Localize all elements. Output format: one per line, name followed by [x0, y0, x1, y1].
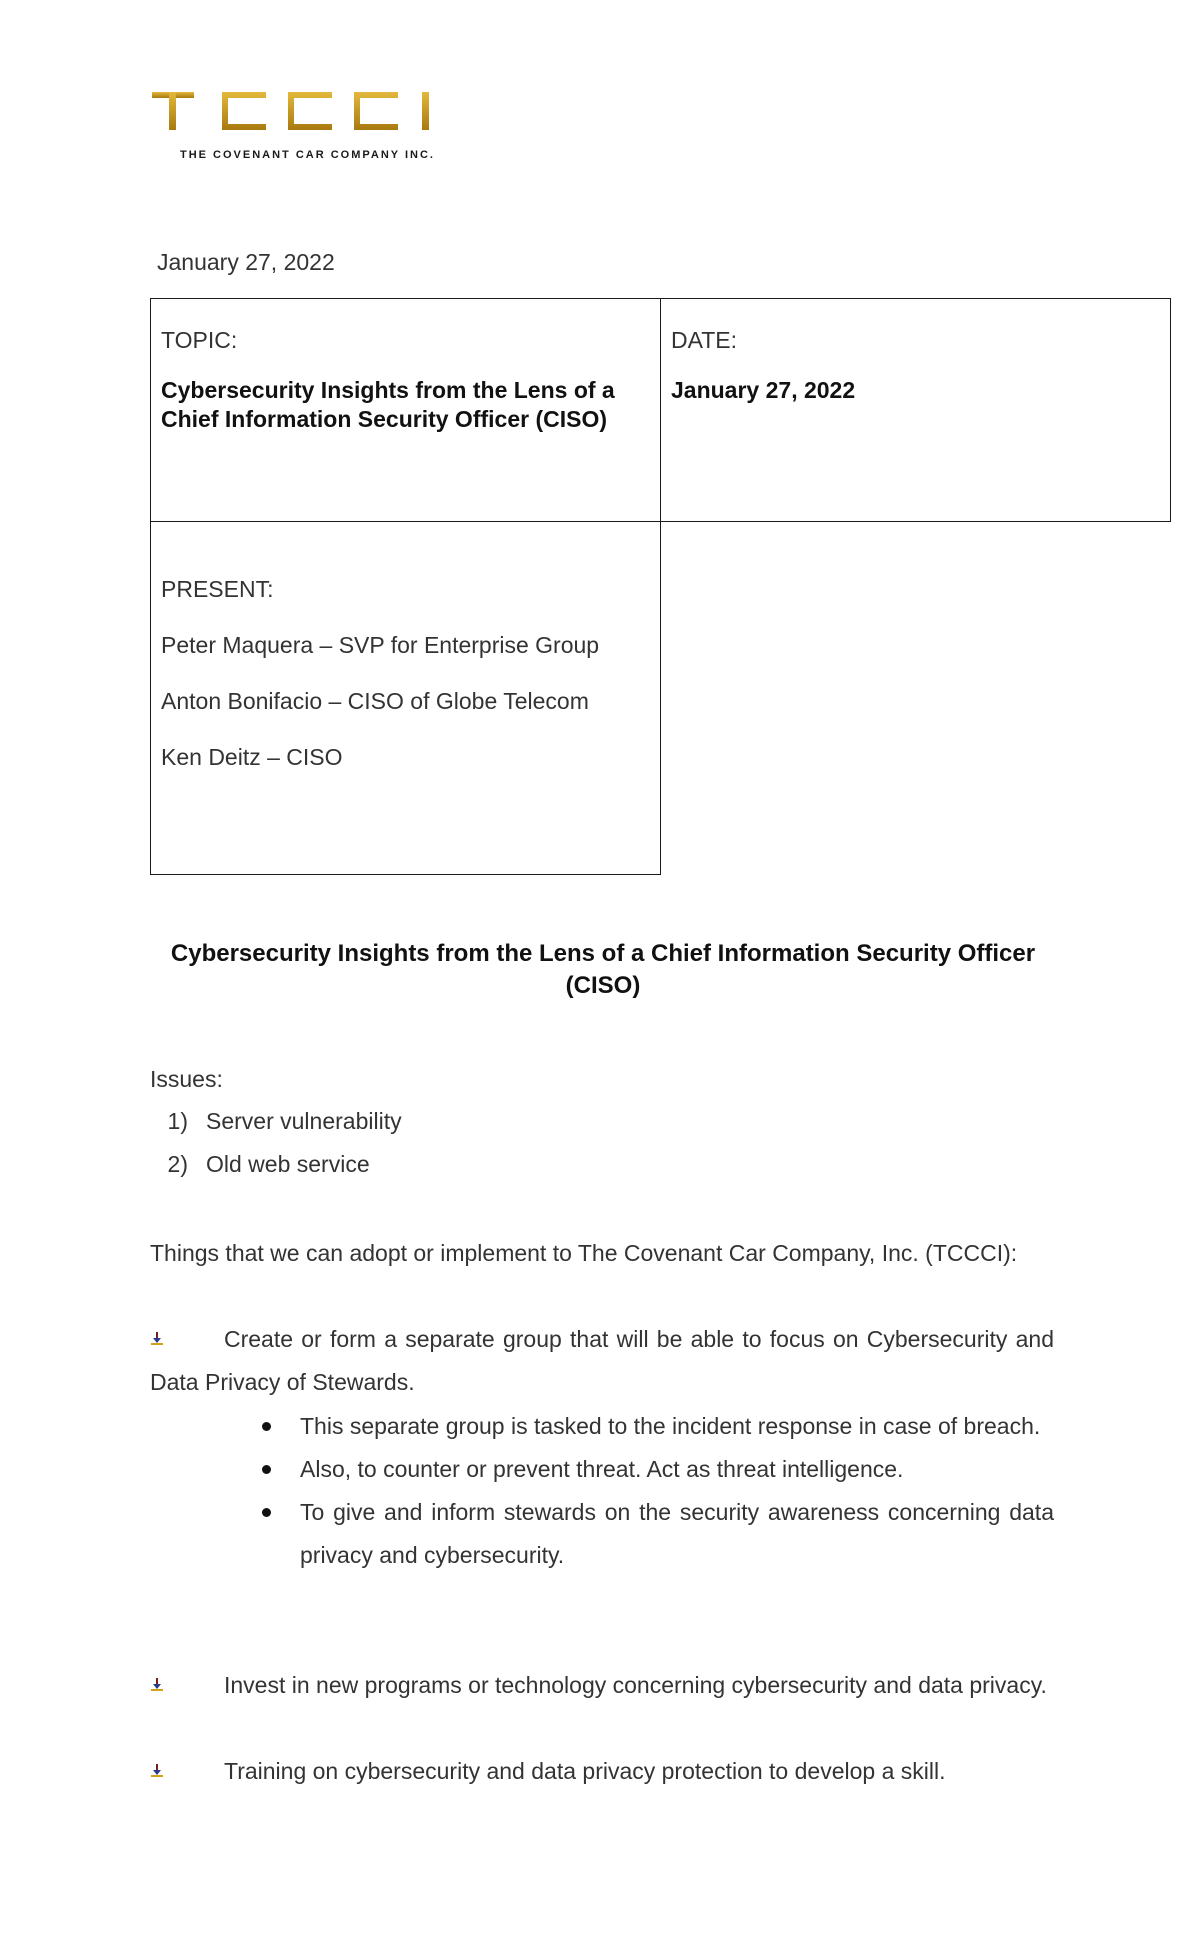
company-logo: [150, 88, 440, 161]
table-row: [151, 522, 1171, 875]
document-title: Cybersecurity Insights from the Lens of a Chief Information Security Officer (CISO): [170, 940, 1036, 999]
list-item: [150, 1151, 402, 1194]
recommendation-item: [150, 1664, 1054, 1707]
date-value: January 27, 2022: [671, 377, 856, 403]
recommendation-item: [150, 1750, 1054, 1793]
present-label: PRESENT:: [161, 576, 274, 602]
topic-label: TOPIC:: [161, 327, 238, 353]
logo-tagline: THE COVENANT CAR COMPANY INC.: [180, 149, 435, 161]
list-item: [262, 1405, 1054, 1448]
issues-label: Issues:: [150, 1066, 223, 1092]
arrow-bullet-icon: [150, 1678, 164, 1692]
topic-value: Cybersecurity Insights from the Lens of a Chief Information Security Officer (CISO): [161, 377, 615, 432]
dot-bullet-icon: [262, 1422, 271, 1431]
memo-info-table: [150, 298, 1171, 875]
item-number: 2): [167, 1151, 188, 1177]
recommendation-item: [150, 1318, 1054, 1404]
sub-bullet-list: [262, 1405, 1054, 1577]
item-number: 1): [167, 1108, 188, 1134]
item-text: Old web service: [206, 1151, 370, 1177]
list-item: [262, 1448, 1054, 1491]
dot-bullet-icon: [262, 1508, 271, 1517]
list-item: [262, 1491, 1054, 1577]
attendee: Anton Bonifacio – CISO of Globe Telecom: [161, 688, 589, 714]
sub-item-text: To give and inform stewards on the security awareness concerning data privacy and cybersecurity.: [300, 1499, 1054, 1568]
recommendations-intro: Things that we can adopt or implement to The Covenant Car Company, Inc. (TCCCI):: [150, 1240, 1018, 1266]
present-cell: [151, 522, 661, 875]
sub-item-text: This separate group is tasked to the incident response in case of breach.: [300, 1413, 1041, 1439]
arrow-bullet-icon: [150, 1764, 164, 1778]
attendee: Ken Deitz – CISO: [161, 744, 343, 770]
date-label: DATE:: [671, 327, 738, 353]
list-item: [150, 1108, 402, 1151]
empty-cell: [661, 522, 1171, 875]
dot-bullet-icon: [262, 1465, 271, 1474]
issues-list: [150, 1108, 402, 1194]
recommendation-text: Create or form a separate group that will be able to focus on Cybersecurity and Data Privacy of Stewards.: [150, 1326, 1054, 1395]
attendee: Peter Maquera – SVP for Enterprise Group: [161, 632, 600, 658]
recommendation-text: Training on cybersecurity and data privacy protection to develop a skill.: [224, 1758, 946, 1784]
item-text: Server vulnerability: [206, 1108, 402, 1134]
table-row: [151, 299, 1171, 522]
topic-cell: [151, 299, 661, 522]
sub-item-text: Also, to counter or prevent threat. Act as threat intelligence.: [300, 1456, 904, 1482]
recommendation-text: Invest in new programs or technology concerning cybersecurity and data privacy.: [224, 1672, 1047, 1698]
arrow-bullet-icon: [150, 1332, 164, 1346]
date-cell: [661, 299, 1171, 522]
logo-wordmark: [150, 88, 440, 144]
header-date: January 27, 2022: [157, 249, 335, 275]
